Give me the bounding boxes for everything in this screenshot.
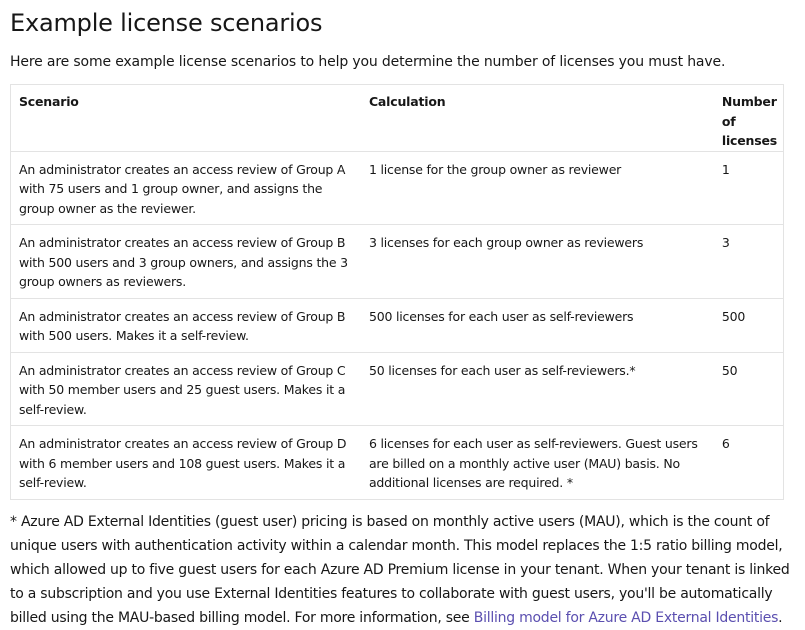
license-scenarios-table	[10, 84, 784, 500]
header-scenario: Scenario	[19, 94, 79, 109]
table-header-row	[11, 85, 784, 152]
table-row	[11, 426, 784, 500]
licenses-cell: 6	[721, 436, 730, 451]
scenario-cell: An administrator creates an access review of Group D with 6 member users and 108 guest users. Makes it a self-review.	[19, 436, 347, 490]
table-row	[11, 352, 784, 426]
scenario-cell: An administrator creates an access review of Group B with 500 users and 3 group owners, and assigns the 3 group owners as reviewers.	[19, 235, 348, 289]
billing-model-link[interactable]: Billing model for Azure AD External Identities	[473, 609, 779, 626]
footnote-suffix: .	[778, 609, 783, 626]
licenses-cell: 50	[721, 362, 738, 378]
footnote-paragraph	[10, 510, 790, 630]
calculation-cell: 3 licenses for each group owner as reviewers	[368, 235, 644, 250]
page-title: Example license scenarios	[10, 9, 323, 37]
scenario-cell: An administrator creates an access review of Group C with 50 member users and 25 guest users. Makes it a self-review.	[19, 362, 346, 417]
footnote-text: * Azure AD External Identities (guest user) pricing is based on monthly active users (MAU), which is the count of unique users with authentication activity within a calendar month. This model replaces the 1:5 ratio billing model, which allowed up to five guest users for each Azure AD Premium license in your tenant. When your tenant is linked to a subscription and you use External Identities features to collaborate with guest users, you'll be automatically billed using the MAU-based billing model. For more information, see	[10, 513, 790, 626]
calculation-cell: 500 licenses for each user as self-reviewers	[368, 308, 634, 324]
calculation-cell: 50 licenses for each user as self-reviewers.*	[368, 362, 636, 378]
intro-paragraph: Here are some example license scenarios to help you determine the number of licenses you must have.	[10, 54, 726, 70]
header-calculation: Calculation	[368, 94, 446, 109]
scenario-cell: An administrator creates an access review of Group A with 75 users and 1 group owner, and assigns the group owner as the reviewer.	[19, 161, 346, 216]
table-row	[11, 298, 784, 352]
scenario-cell: An administrator creates an access review of Group B with 500 users. Makes it a self-review.	[19, 308, 346, 343]
licenses-cell: 1	[721, 161, 730, 177]
licenses-cell: 500	[721, 308, 746, 324]
licenses-cell: 3	[721, 235, 730, 250]
calculation-cell: 6 licenses for each user as self-reviewers. Guest users are billed on a monthly active user (MAU) basis. No additional licenses are required. *	[368, 436, 698, 490]
table-row	[11, 225, 784, 299]
table-row	[11, 151, 784, 225]
calculation-cell: 1 license for the group owner as reviewer	[368, 161, 622, 177]
header-number-of-licenses: Number of licenses	[721, 94, 778, 148]
